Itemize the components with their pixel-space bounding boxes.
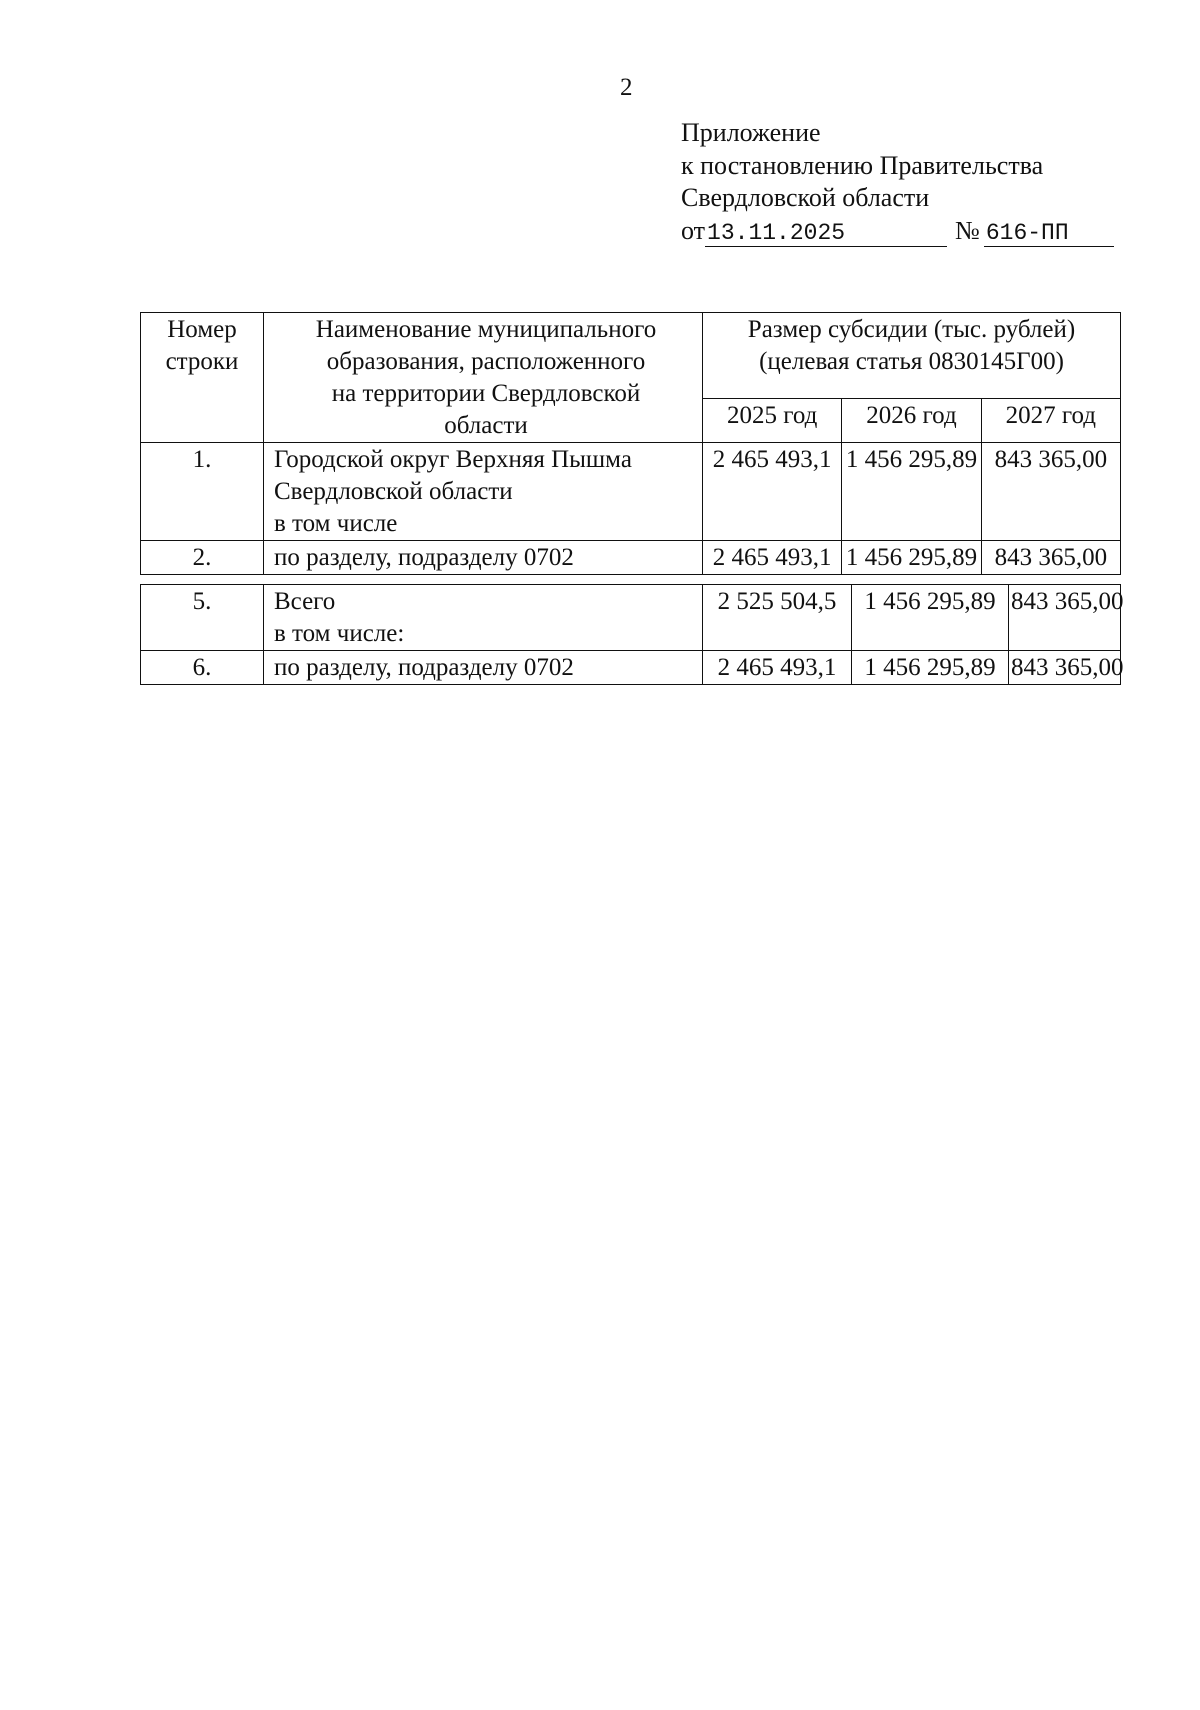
row-name-line: в том числе	[274, 510, 398, 537]
header-name-line: на территории Свердловской	[331, 380, 641, 407]
row-number: 1.	[141, 443, 264, 541]
header-subsidy-line: (целевая статья 0830145Г00)	[759, 348, 1064, 375]
header-name-line: образования, расположенного	[326, 348, 646, 375]
annex-title: Приложение	[681, 118, 821, 147]
row-name-line: Свердловской области	[274, 478, 513, 505]
table-header-row	[141, 313, 1121, 399]
row-value-2025: 2 465 493,1	[703, 541, 842, 575]
row-value-2026: 1 456 295,89	[842, 541, 981, 575]
row-value-2027: 843 365,00	[1009, 585, 1121, 651]
page-number: 2	[620, 74, 633, 101]
row-value-2027: 843 365,00	[1009, 651, 1121, 685]
header-name-line: Наименование муниципального	[315, 316, 657, 343]
row-value-2025: 2 525 504,5	[703, 585, 852, 651]
row-number: 2.	[141, 541, 264, 575]
row-name-line: в том числе:	[274, 620, 405, 647]
row-number: 5.	[141, 585, 264, 651]
annex-region-line: Свердловской области	[681, 183, 930, 212]
header-row-number-line: строки	[165, 348, 239, 375]
annex-block	[681, 117, 1114, 247]
row-name-line: Городской округ Верхняя Пышма	[274, 446, 632, 473]
header-subsidy	[703, 313, 1121, 399]
header-row-number-line: Номер	[167, 316, 237, 343]
row-number: 6.	[141, 651, 264, 685]
row-name	[264, 585, 703, 651]
annex-resolution-line: к постановлению Правительства	[681, 150, 1044, 180]
header-year-2025: 2025 год	[703, 398, 842, 442]
row-value-2026: 1 456 295,89	[842, 443, 981, 541]
row-value-2027: 843 365,00	[981, 541, 1120, 575]
table-row	[141, 585, 1121, 651]
number-sign: №	[955, 215, 980, 245]
header-name-line: области	[444, 412, 528, 439]
header-row-number	[141, 313, 264, 443]
header-year-2027: 2027 год	[981, 398, 1120, 442]
row-value-2026: 1 456 295,89	[852, 585, 1009, 651]
row-value-2027: 843 365,00	[981, 443, 1120, 541]
totals-table	[140, 584, 1124, 685]
row-value-2026: 1 456 295,89	[852, 651, 1009, 685]
resolution-number: 616-ПП	[984, 220, 1114, 247]
row-value-2025: 2 465 493,1	[703, 651, 852, 685]
table-row	[141, 443, 1121, 541]
annex-date-number-line	[681, 215, 1114, 248]
header-subsidy-line: Размер субсидии (тыс. рублей)	[747, 316, 1076, 343]
table-row	[141, 651, 1121, 685]
row-name-line: Всего	[274, 588, 336, 615]
subsidy-table	[140, 312, 1121, 575]
resolution-date: 13.11.2025	[705, 220, 947, 247]
row-value-2025: 2 465 493,1	[703, 443, 842, 541]
header-year-2026: 2026 год	[842, 398, 981, 442]
row-name: по разделу, подразделу 0702	[264, 651, 703, 685]
header-municipality-name	[264, 313, 703, 443]
table-row	[141, 541, 1121, 575]
row-name	[264, 443, 703, 541]
date-prefix: от	[681, 215, 706, 245]
row-name: по разделу, подразделу 0702	[264, 541, 703, 575]
